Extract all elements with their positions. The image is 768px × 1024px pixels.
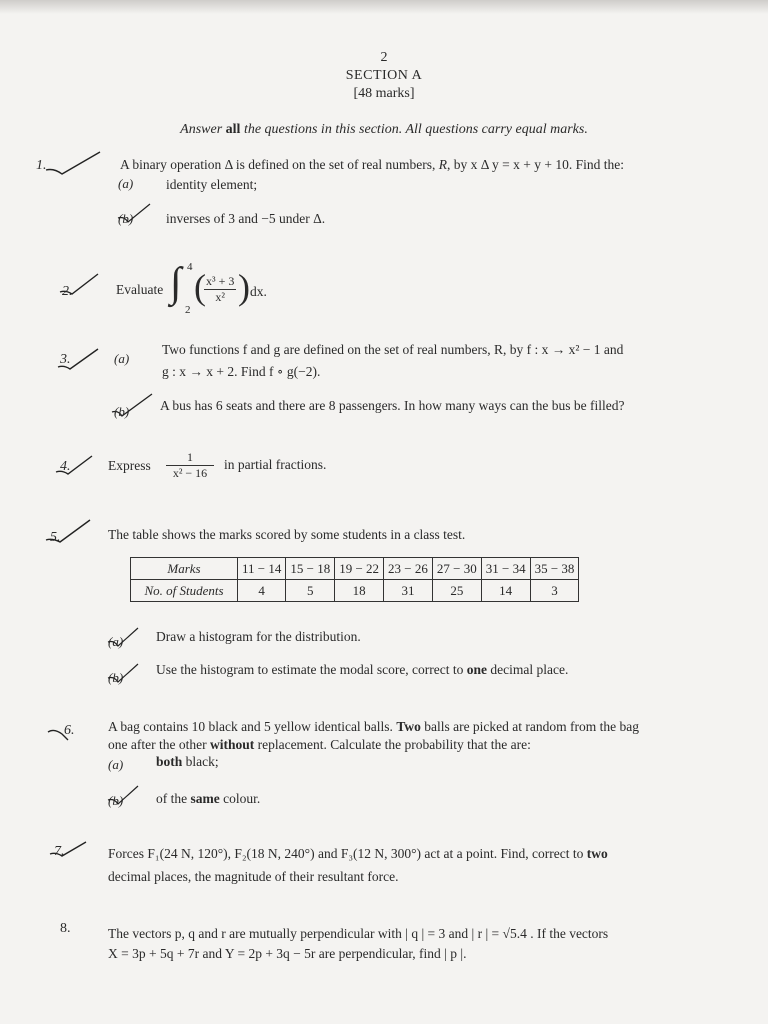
q6-line1-pre: A bag contains 10 black and 5 yellow identical balls. [108, 719, 397, 734]
q8-line1: The vectors p, q and r are mutually perpendicular with | q | = 3 and | r | = √5.4 . If the vectors [108, 926, 609, 941]
q6b-tick-mark [104, 782, 144, 808]
q3-part-b-label: (b) [114, 404, 130, 419]
q3-line1: Two functions f and g are defined on the set of real numbers, R, by f : x → x² − 1 and [162, 342, 624, 357]
q3-part-b: A bus has 6 seats and there are 8 passengers. In how many ways can the bus be filled? [160, 398, 625, 413]
section-title: SECTION A [345, 68, 423, 83]
q2-fraction [204, 274, 236, 305]
q6-part-b-label: (b) [108, 793, 124, 808]
students-header: No. of Students [131, 580, 238, 602]
q6-line2-post: replacement. Calculate the probability that the are: [254, 737, 531, 752]
q5-part-a: Draw a histogram for the distribution. [156, 629, 361, 644]
count-cell: 25 [432, 580, 481, 602]
q6-line2 [108, 737, 531, 753]
q3-number: 3. [60, 352, 71, 367]
q5-part-b-label: (b) [108, 670, 124, 685]
page-edge-shadow [0, 0, 768, 14]
q6-part-b [156, 791, 260, 807]
q5-tick-mark [40, 514, 100, 548]
q2-lower-limit: 2 [185, 304, 191, 316]
q3-part-a-label: (a) [114, 351, 130, 366]
q8-line2: X = 3p + 5q + 7r and Y = 2p + 3q − 5r are perpendicular, find | p |. [108, 946, 467, 961]
q1-part-a-label: (a) [118, 176, 134, 191]
q6-part-b-post: colour. [219, 791, 261, 806]
q6-part-a-bold: both [156, 754, 183, 769]
q6-line2-bold: without [209, 737, 255, 752]
range-cell: 23 − 26 [384, 558, 433, 580]
marks-table [130, 557, 579, 602]
range-cell: 15 − 18 [286, 558, 335, 580]
q7-number: 7. [54, 844, 65, 859]
q8-number: 8. [60, 921, 71, 936]
q1-number: 1. [36, 158, 47, 173]
q1-text-a: A binary operation Δ is defined on the set of real numbers, [120, 157, 439, 172]
q7-line1-bold: two [586, 846, 608, 861]
q5-part-b-post: decimal place. [487, 662, 569, 677]
count-cell: 31 [384, 580, 433, 602]
q6-part-a [156, 754, 219, 770]
left-paren: ( [194, 267, 206, 307]
instruction-lead: Answer [180, 122, 223, 137]
q5b-tick-mark [104, 660, 144, 686]
range-cell: 31 − 34 [481, 558, 530, 580]
count-cell: 14 [481, 580, 530, 602]
range-cell: 19 − 22 [335, 558, 384, 580]
q6-line1-post: balls are picked at random from the bag [420, 719, 639, 734]
q1-part-b-label: (b) [118, 211, 134, 226]
q2-number: 2. [62, 284, 73, 299]
q6-line1 [108, 719, 639, 735]
q1-text-set: R [438, 157, 447, 172]
count-cell: 5 [286, 580, 335, 602]
instruction-rest: the questions in this section. All questions carry equal marks. [243, 122, 588, 137]
q6-line1-bold: Two [396, 719, 421, 734]
q4-tail: in partial fractions. [224, 457, 327, 472]
count-cell: 3 [530, 580, 579, 602]
range-cell: 27 − 30 [432, 558, 481, 580]
q7-line1 [108, 846, 608, 862]
q2-upper-limit: 4 [187, 261, 193, 273]
q5a-tick-mark [104, 624, 144, 650]
q1-part-b: inverses of 3 and −5 under Δ. [166, 211, 326, 226]
page-number: 2 [380, 50, 388, 65]
q1b-tick-mark [114, 200, 154, 226]
q4-lead: Express [108, 458, 151, 473]
instructions [0, 122, 768, 138]
range-cell: 11 − 14 [238, 558, 286, 580]
q1-text-c: , by x Δ y = x + y + 10. Find the: [446, 157, 625, 172]
q4-numerator: 1 [166, 450, 214, 466]
q6-line2-pre: one after the other [108, 737, 210, 752]
range-cell: 35 − 38 [530, 558, 579, 580]
q6-part-b-bold: same [190, 791, 220, 806]
q5-part-b-bold: one [466, 662, 488, 677]
integral-sign: ∫ [170, 260, 182, 306]
q2-numerator: x³ + 3 [206, 274, 235, 288]
section-marks: [48 marks] [353, 86, 415, 101]
table-row [131, 580, 579, 602]
q2-denominator: x² [215, 290, 225, 304]
q5-intro: The table shows the marks scored by some students in a class test. [108, 527, 466, 542]
q3-line2: g : x → x + 2. Find f ∘ g(−2). [162, 364, 321, 379]
q2-dx: dx. [250, 284, 267, 299]
q6-part-a-label: (a) [108, 757, 124, 772]
marks-header: Marks [131, 558, 238, 580]
q2-lead: Evaluate [116, 282, 164, 297]
q4-denominator: x² − 16 [172, 466, 208, 480]
q4-fraction [166, 450, 214, 481]
q1-stem [120, 157, 624, 173]
table-row [131, 558, 579, 580]
q7-line2: decimal places, the magnitude of their resultant force. [108, 869, 399, 884]
instruction-bold: all [225, 122, 241, 137]
q5-number: 5. [50, 530, 61, 545]
q1-part-a: identity element; [166, 177, 258, 192]
q5-part-a-label: (a) [108, 634, 124, 649]
q7-line1-text: Forces F₁(24 N, 120°), F₂(18 N, 240°) and F₃(12 N, 300°) act at a point. Find, correct to [108, 846, 584, 861]
right-paren: ) [238, 267, 250, 307]
q1-tick-mark [40, 146, 110, 180]
q6-number: 6. [64, 723, 75, 738]
count-cell: 4 [238, 580, 286, 602]
count-cell: 18 [335, 580, 384, 602]
q6-part-b-pre: of the [156, 791, 191, 806]
q4-number: 4. [60, 459, 71, 474]
q6-part-a-post: black; [182, 754, 219, 769]
q5-part-b-pre: Use the histogram to estimate the modal score, correct to [156, 662, 467, 677]
q5-part-b [156, 662, 568, 678]
